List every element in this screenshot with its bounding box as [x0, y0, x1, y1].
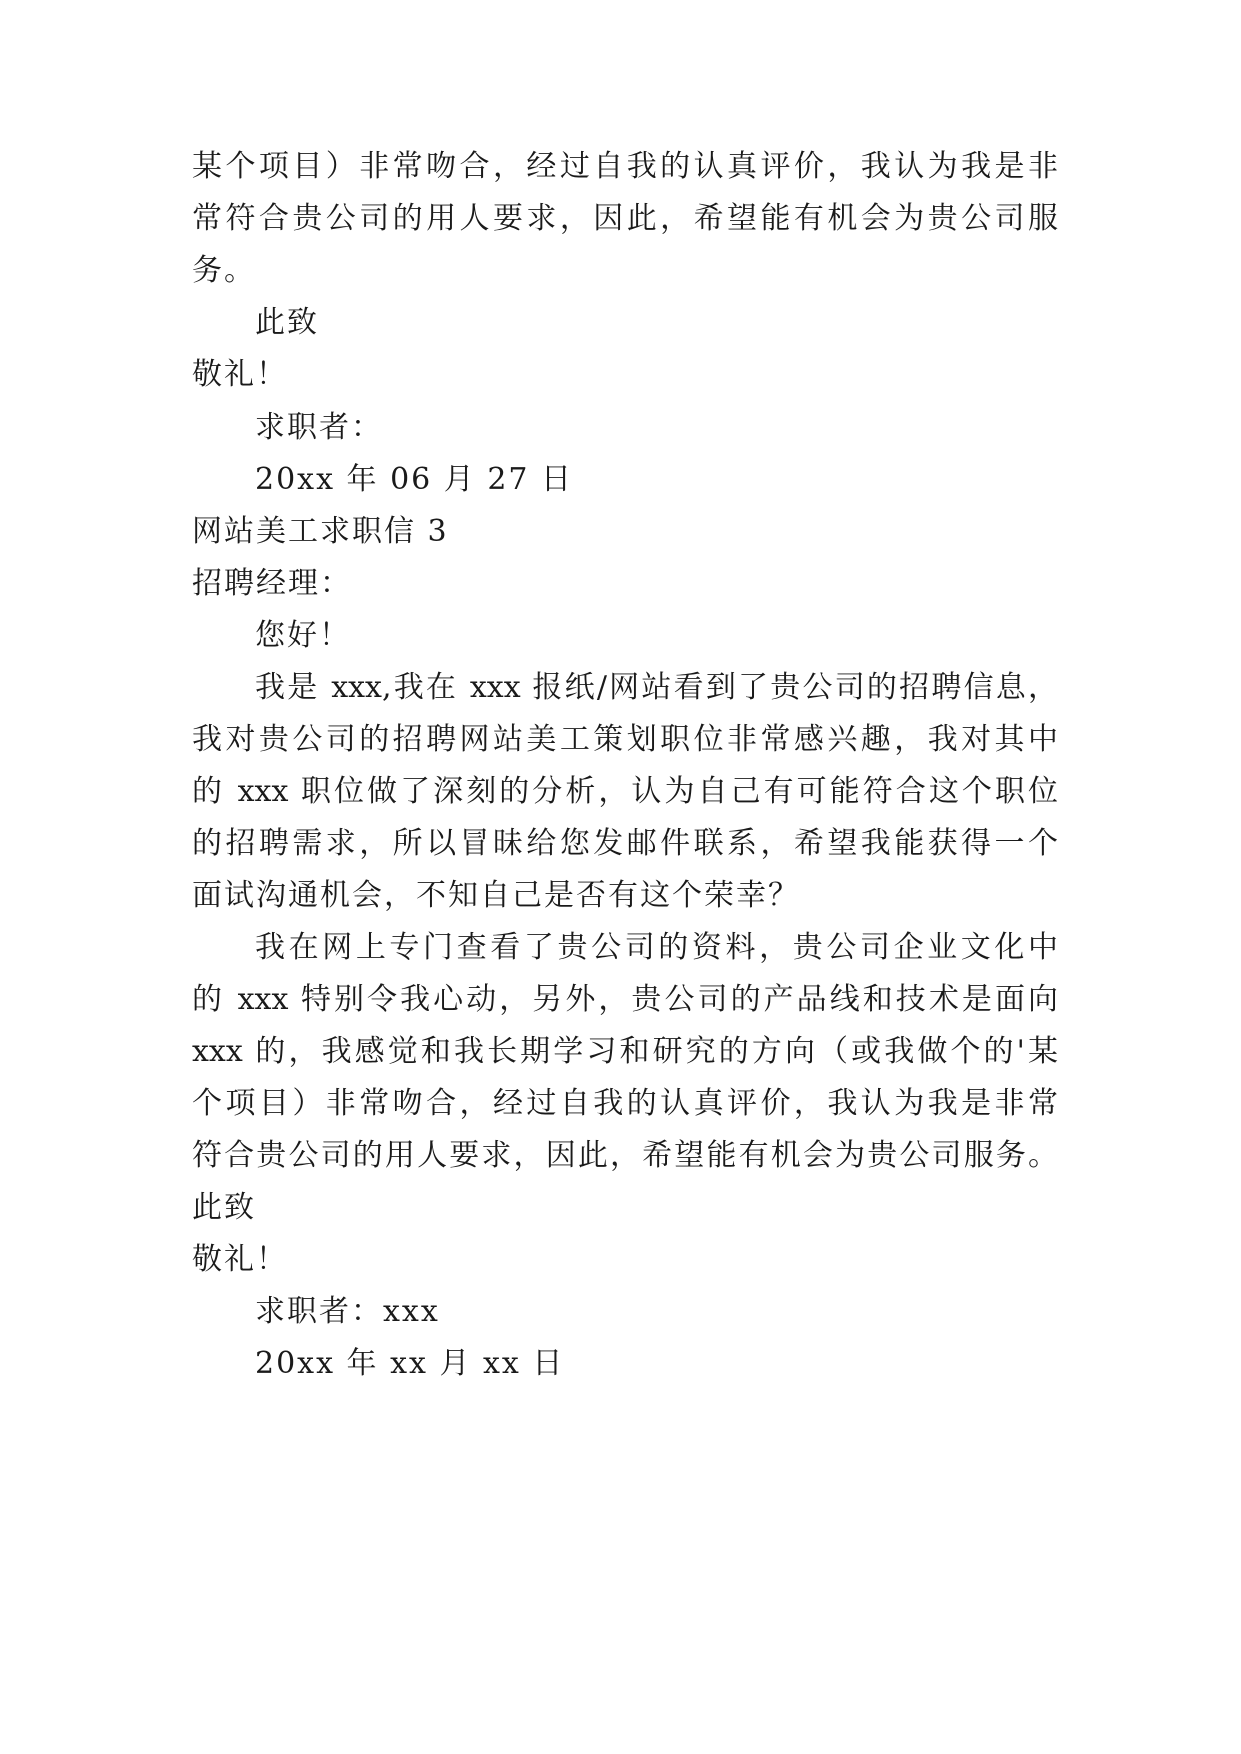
paragraph-line: xxx 的，我感觉和我长期学习和研究的方向（或我做个的'某 [192, 1034, 1058, 1069]
paragraph-line: 面试沟通机会，不知自己是否有这个荣幸？ [192, 878, 800, 913]
closing-salutation: 此致 [255, 305, 319, 340]
closing-regards: 敬礼！ [192, 1242, 288, 1277]
signature-label: 求职者： [255, 410, 383, 445]
closing-salutation: 此致 [192, 1190, 256, 1225]
paragraph-line: 的招聘需求，所以冒昧给您发邮件联系，希望我能获得一个 [192, 826, 1058, 861]
paragraph-line: 的 xxx 特别令我心动，另外，贵公司的产品线和技术是面向 [192, 982, 1058, 1017]
paragraph-line: 我在网上专门查看了贵公司的资料，贵公司企业文化中 [255, 930, 1058, 965]
paragraph-line: 的 xxx 职位做了深刻的分析，认为自己有可能符合这个职位 [192, 774, 1058, 809]
signature-label: 求职者：xxx [255, 1294, 440, 1329]
paragraph-line: 我对贵公司的招聘网站美工策划职位非常感兴趣，我对其中 [192, 722, 1058, 757]
paragraph-line: 符合贵公司的用人要求，因此，希望能有机会为贵公司服务。 [192, 1138, 1058, 1173]
paragraph-line: 常符合贵公司的用人要求，因此，希望能有机会为贵公司服 [192, 201, 1058, 236]
paragraph-line: 个项目）非常吻合，经过自我的认真评价，我认为我是非常 [192, 1086, 1058, 1121]
date-line: 20xx 年 xx 月 xx 日 [255, 1346, 565, 1381]
section-title: 网站美工求职信 3 [192, 514, 449, 549]
greeting: 您好！ [255, 618, 351, 653]
greeting-recipient: 招聘经理： [192, 566, 352, 601]
paragraph-line: 务。 [192, 253, 256, 288]
paragraph-line: 某个项目）非常吻合，经过自我的认真评价，我认为我是非 [192, 149, 1058, 184]
paragraph-line: 我是 xxx,我在 xxx 报纸/网站看到了贵公司的招聘信息， [255, 670, 1058, 705]
closing-regards: 敬礼！ [192, 357, 288, 392]
date-line: 20xx 年 06 月 27 日 [255, 462, 574, 497]
